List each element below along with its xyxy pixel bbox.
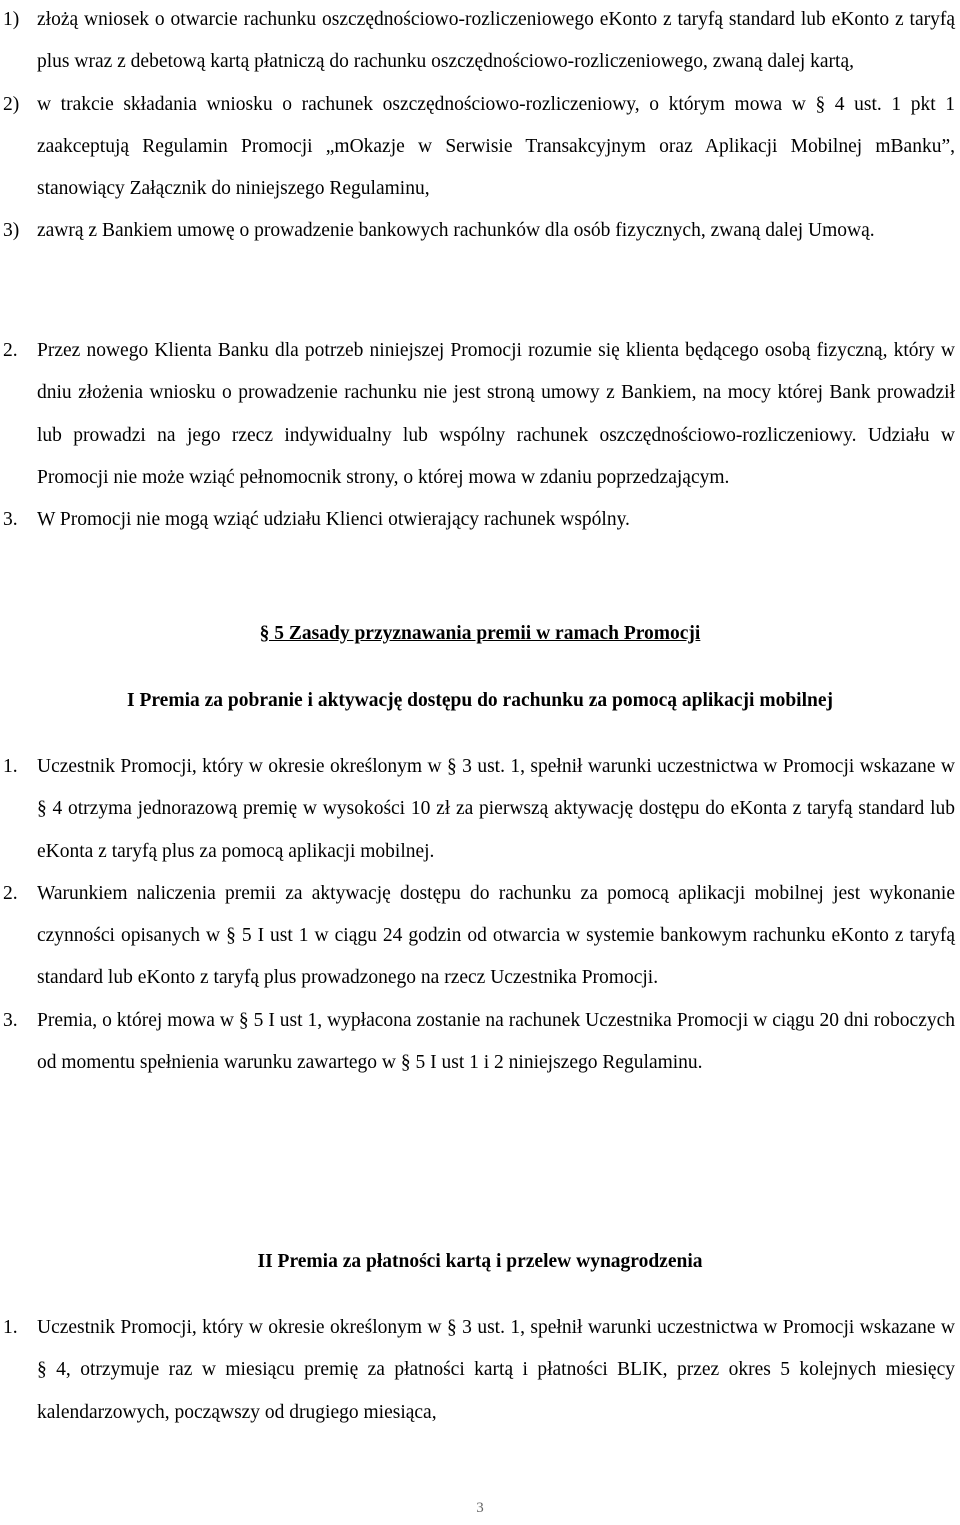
paragraph xyxy=(3,1307,955,1434)
list-item-text: w trakcie składania wniosku o rachunek oszczędnościowo-rozliczeniowy, o którym mowa w § 4 ust. 1 pkt 1 zaakceptują Regulamin Promocji „mOkazje w Serwisie Transakcyjnym oraz Aplikacji Mobilnej mBanku”, stanowiący Załącznik do niniejszego Regulaminu, xyxy=(37,93,955,200)
paragraph xyxy=(3,330,955,499)
paragraph-number: 3. xyxy=(3,509,18,531)
paragraph-text: Premia, o której mowa w § 5 I ust 1, wypłacona zostanie na rachunek Uczestnika Promocji w ciągu 20 dni roboczych od momentu spełnienia warunku zawartego w § 5 I ust 1 i 2 niniejszego Regulaminu. xyxy=(37,1009,955,1074)
page-number: 3 xyxy=(476,1500,484,1516)
list-item-text: zawrą z Bankiem umowę o prowadzenie bankowych rachunków dla osób fizycznych, zwaną dalej Umową. xyxy=(37,220,875,242)
list-item-number: 3) xyxy=(3,220,20,242)
paragraph xyxy=(3,1000,955,1085)
list-item xyxy=(3,210,955,252)
paragraph-text: Uczestnik Promocji, który w okresie określonym w § 3 ust. 1, spełnił warunki uczestnictwa w Promocji wskazane w § 4 otrzyma jednorazową premię w wysokości 10 zł za pierwszą aktywację dostępu do eKonta z taryfą standard lub eKonta z taryfą plus za pomocą aplikacji mobilnej. xyxy=(37,756,955,862)
paragraph-text: Przez nowego Klienta Banku dla potrzeb niniejszej Promocji rozumie się klienta będącego osobą fizyczną, który w dniu złożenia wniosku o prowadzenie rachunku nie jest stroną umowy z Bankiem, na mocy której Bank prowadził lub prowadzi na jego rzecz indywidualny lub wspólny rachunek oszczędnościowo-rozliczeniowy. Udziału w Promocji nie może wziąć pełnomocnik strony, o której mowa w zdaniu poprzedzającym. xyxy=(37,340,955,488)
paragraph-number: 1. xyxy=(3,1317,18,1338)
paragraph-text: Uczestnik Promocji, który w okresie określonym w § 3 ust. 1, spełnił warunki uczestnictwa w Promocji wskazane w § 4, otrzymuje raz w miesiącu premię za płatności kartą i płatności BLIK, przez okres 5 kolejnych miesięcy kalendarzowych, począwszy od drugiego miesiąca, xyxy=(37,1317,955,1423)
paragraph xyxy=(3,873,955,1000)
conditions-list xyxy=(3,0,955,253)
list-item-number: 1) xyxy=(3,9,20,30)
paragraph-text: W Promocji nie mogą wziąć udziału Klienci otwierający rachunek wspólny. xyxy=(37,509,630,531)
subsection-heading: II Premia za płatności kartą i przelew wynagrodzenia xyxy=(257,1251,703,1272)
list-item xyxy=(3,0,955,84)
subsection-heading: I Premia za pobranie i aktywację dostępu do rachunku za pomocą aplikacji mobilnej xyxy=(127,690,833,711)
list-item-text: złożą wniosek o otwarcie rachunku oszczędnościowo-rozliczeniowego eKonto z taryfą standard lub eKonto z taryfą plus wraz z debetową kartą płatniczą do rachunku oszczędnościowo-rozliczeniowego, zwaną dalej kartą, xyxy=(37,9,955,73)
paragraph-number: 2. xyxy=(3,882,18,904)
paragraph xyxy=(3,746,955,873)
paragraph-number: 2. xyxy=(3,340,18,361)
paragraph-text: Warunkiem naliczenia premii za aktywację dostępu do rachunku za pomocą aplikacji mobilnej jest wykonanie czynności opisanych w § 5 I ust 1 w ciągu 24 godzin od otwarcia w systemie bankowym rachunku eKonto z taryfą standard lub eKonto z taryfą plus prowadzonego na rzecz Uczestnika Promocji. xyxy=(37,882,955,989)
section-heading: § 5 Zasady przyznawania premii w ramach Promocji xyxy=(259,623,701,644)
section-paragraphs xyxy=(3,330,955,541)
paragraph-number: 3. xyxy=(3,1009,18,1031)
paragraph xyxy=(3,499,955,541)
list-item-number: 2) xyxy=(3,93,20,115)
part2-list xyxy=(3,1307,955,1434)
part1-list xyxy=(3,746,955,1084)
paragraph-number: 1. xyxy=(3,756,18,777)
list-item xyxy=(3,84,955,211)
